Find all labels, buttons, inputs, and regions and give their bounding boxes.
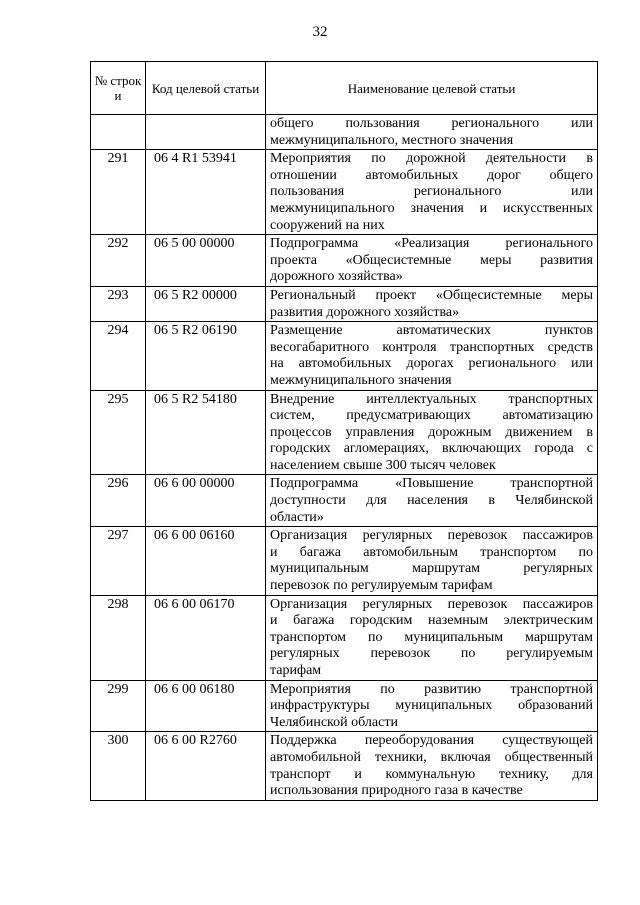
row-number: 291: [91, 150, 146, 235]
article-name-line: проекта «Общесистемные меры развития: [270, 252, 593, 268]
article-name-line: транспортом по муниципальным маршрутам: [270, 629, 593, 645]
target-articles-table: [90, 61, 598, 801]
article-name-line: систем, предусматривающих автоматизацию: [270, 408, 593, 424]
table-row: [91, 680, 598, 732]
article-name-line: перевозок по регулируемым тарифам: [270, 578, 493, 594]
article-name: [266, 475, 598, 527]
header-article-name-label: Наименование целевой статьи: [347, 80, 516, 96]
row-number: 297: [91, 527, 146, 595]
article-name-line: тарифам: [270, 663, 322, 678]
article-name-line: межмуниципального значения: [270, 372, 452, 388]
table-header-row: [91, 62, 598, 115]
article-code: 06 6 00 06180: [146, 680, 266, 732]
article-name-line: Подпрограмма «Реализация регионального: [270, 236, 593, 252]
article-name-line: муниципальным маршрутам регулярных: [270, 561, 593, 577]
article-name-line: области»: [270, 509, 324, 525]
header-article-code: [146, 62, 266, 115]
row-number: 295: [91, 390, 146, 475]
row-number: [91, 115, 146, 150]
article-name: [266, 286, 598, 321]
article-name-line: населением свыше 300 тысяч человек: [270, 457, 496, 473]
article-name-line: на автомобильных дорогах регионального или: [270, 356, 593, 372]
header-row-number: [91, 62, 146, 115]
article-code: 06 6 00 00000: [146, 475, 266, 527]
table-row: [91, 322, 598, 390]
article-name-line: Мероприятия по дорожной деятельности в: [270, 151, 593, 167]
article-name: [266, 235, 598, 287]
table-row: [91, 732, 598, 800]
article-name: [266, 322, 598, 390]
article-name: [266, 527, 598, 595]
article-name-line: и багажа автомобильным транспортом по: [270, 544, 593, 560]
article-name-line: доступности для населения в Челябинской: [270, 493, 593, 509]
article-code: 06 5 00 00000: [146, 235, 266, 287]
article-code: 06 6 00 06160: [146, 527, 266, 595]
article-name-line: Подпрограмма «Повышение транспортной: [270, 476, 593, 492]
article-code: 06 6 00 06170: [146, 595, 266, 680]
article-name-line: дорожного хозяйства»: [270, 269, 403, 285]
article-name-line: сооружений на них: [270, 217, 385, 233]
article-code: 06 5 R2 54180: [146, 390, 266, 475]
row-number: 299: [91, 680, 146, 732]
article-name-line: автомобильной техники, включая общественный: [270, 749, 593, 765]
article-name-line: пользования регионального или: [270, 184, 593, 200]
article-name-line: городских агломерациях, включающих города с: [270, 441, 593, 457]
table-row: [91, 475, 598, 527]
article-name-line: весогабаритного контроля транспортных средств: [270, 339, 593, 355]
table-row: [91, 286, 598, 321]
article-name: [266, 595, 598, 680]
article-code: 06 6 00 R2760: [146, 732, 266, 800]
article-name-line: Организация регулярных перевозок пассажиров: [270, 596, 593, 612]
table-row: [91, 115, 598, 150]
table-row: [91, 595, 598, 680]
article-name-line: использования природного газа в качестве: [270, 783, 523, 799]
article-name: [266, 150, 598, 235]
article-name-line: транспорт и коммунальную технику, для: [270, 766, 593, 782]
article-code: 06 5 R2 06190: [146, 322, 266, 390]
article-name-line: Региональный проект «Общесистемные меры: [270, 287, 593, 303]
article-name-line: отношении автомобильных дорог общего: [270, 167, 593, 183]
row-number: 300: [91, 732, 146, 800]
article-name-line: процессов управления дорожным движением в: [270, 424, 593, 440]
article-code: [146, 115, 266, 150]
article-code: 06 4 R1 53941: [146, 150, 266, 235]
article-name-line: Организация регулярных перевозок пассажиров: [270, 528, 593, 544]
article-name-line: межмуниципального значения и искусственных: [270, 200, 593, 216]
row-number: 293: [91, 286, 146, 321]
article-name-line: регулярных перевозок по регулируемым: [270, 646, 593, 662]
table-row: [91, 527, 598, 595]
article-name-line: развития дорожного хозяйства»: [270, 304, 460, 320]
article-name-line: Поддержка переоборудования существующей: [270, 733, 593, 749]
row-number: 294: [91, 322, 146, 390]
article-name-line: Размещение автоматических пунктов: [270, 323, 593, 339]
header-article-code-label: Код целевой статьи: [151, 80, 260, 96]
row-number: 292: [91, 235, 146, 287]
article-name-line: межмуниципального, местного значения: [270, 132, 514, 148]
article-code: 06 5 R2 00000: [146, 286, 266, 321]
row-number: 296: [91, 475, 146, 527]
article-name-line: Внедрение интеллектуальных транспортных: [270, 391, 593, 407]
table-row: [91, 235, 598, 287]
article-name-line: Мероприятия по развитию транспортной: [270, 681, 593, 697]
article-name-line: Челябинской области: [270, 714, 398, 730]
page-number: 32: [312, 24, 328, 40]
row-number: 298: [91, 595, 146, 680]
article-name: [266, 390, 598, 475]
article-name: [266, 680, 598, 732]
article-name-line: инфраструктуры муниципальных образований: [270, 698, 593, 714]
header-article-name: [266, 62, 598, 115]
article-name: [266, 115, 598, 150]
table-row: [91, 390, 598, 475]
table-row: [91, 150, 598, 235]
article-name-line: и багажа городским наземным электрическим: [270, 613, 593, 629]
article-name: [266, 732, 598, 800]
header-row-number-label: № строк и: [94, 73, 142, 103]
article-name-line: общего пользования регионального или: [270, 116, 593, 131]
